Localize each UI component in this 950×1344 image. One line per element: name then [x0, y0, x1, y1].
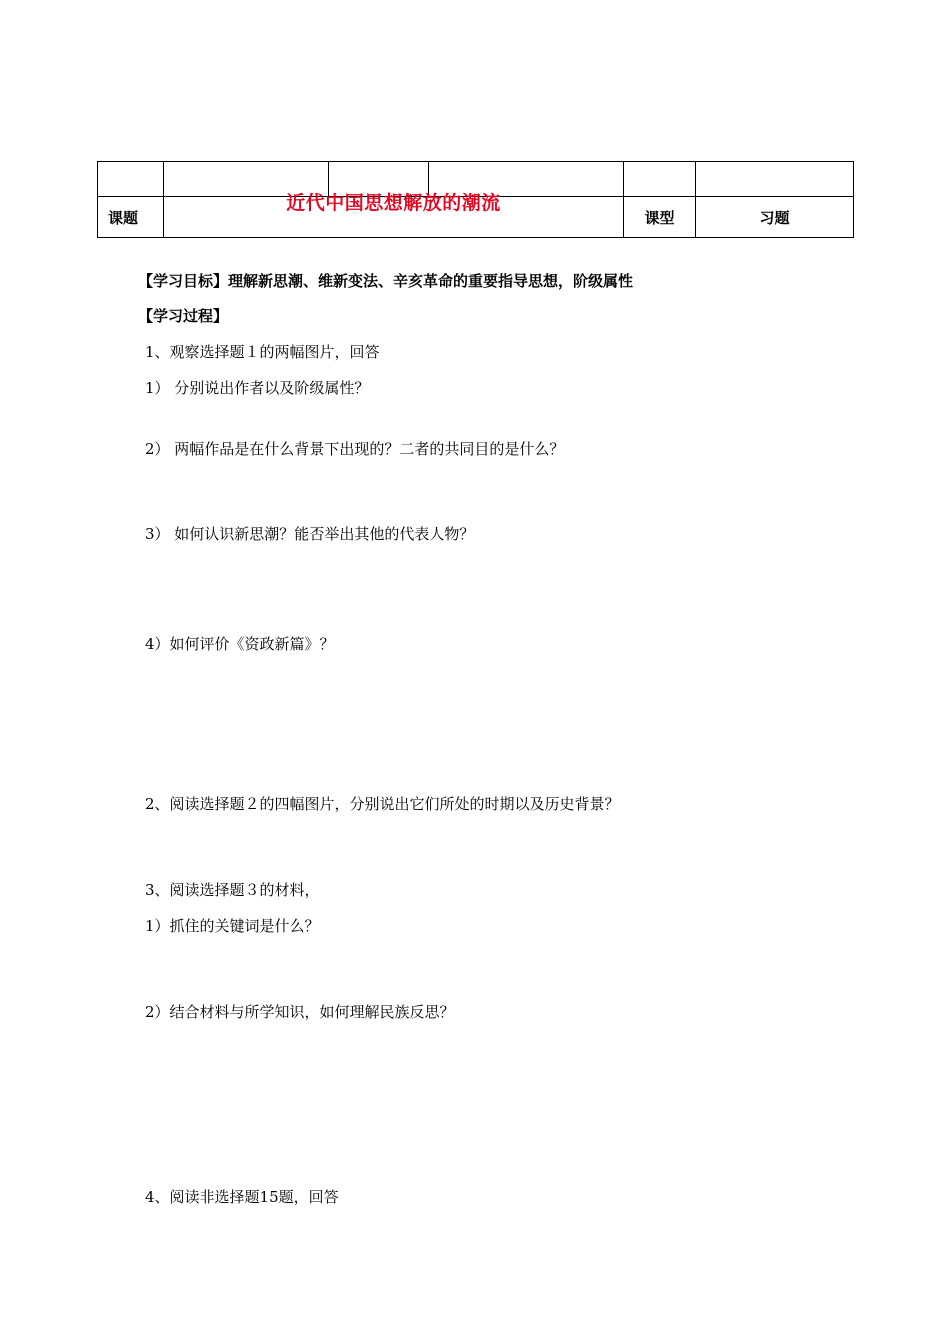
topic-label: 课题 — [98, 197, 164, 238]
title-cell — [164, 192, 624, 238]
question-1-4: 4）如何评价《资政新篇》？ — [145, 635, 335, 653]
document-title: 近代中国思想解放的潮流 — [286, 192, 501, 214]
question-2: 2、阅读选择题２的四幅图片，分别说出它们所处的时期以及历史背景？ — [145, 795, 620, 813]
question-3: 3、阅读选择题３的材料， — [145, 881, 320, 899]
question-1-1: 1） 分别说出作者以及阶级属性？ — [145, 379, 370, 397]
question-1-3: 3） 如何认识新思潮？能否举出其他的代表人物？ — [145, 525, 475, 543]
type-label: 课型 — [624, 197, 696, 238]
question-4: 4、阅读非选择题15题，回答 — [145, 1188, 339, 1206]
type-value: 习题 — [696, 197, 854, 238]
header-cell — [98, 162, 164, 197]
question-3-1: 1）抓住的关键词是什么？ — [145, 917, 320, 935]
learning-process-heading: 【学习过程】 — [138, 307, 229, 325]
header-table — [97, 161, 854, 238]
learning-objectives: 【学习目标】理解新思潮、维新变法、辛亥革命的重要指导思想，阶级属性 — [138, 272, 634, 290]
question-1: 1、观察选择题１的两幅图片，回答 — [145, 343, 380, 361]
header-row-main — [98, 197, 854, 238]
question-1-2: 2） 两幅作品是在什么背景下出现的？二者的共同目的是什么？ — [145, 440, 565, 458]
header-cell — [624, 162, 696, 197]
header-cell — [696, 162, 854, 197]
question-3-2: 2）结合材料与所学知识，如何理解民族反思？ — [145, 1003, 455, 1021]
